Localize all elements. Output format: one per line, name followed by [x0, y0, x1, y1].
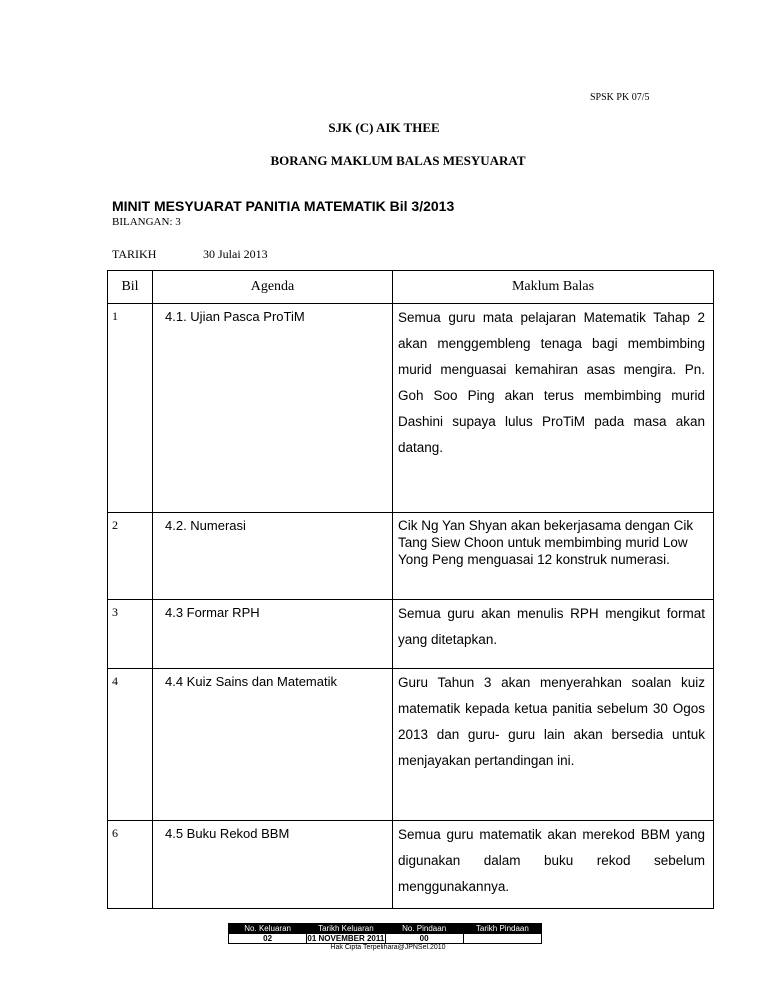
row-agenda: 4.5 Buku Rekod BBM	[153, 821, 393, 909]
copyright-notice: Hak Cipta Terpelihara@JPNSel.2010	[330, 944, 446, 951]
control-header-row	[229, 924, 542, 934]
table-row	[108, 304, 714, 513]
column-header-agenda: Agenda	[153, 271, 393, 304]
row-agenda: 4.2. Numerasi	[153, 513, 393, 600]
row-response: Cik Ng Yan Shyan akan bekerjasama dengan Cik Tang Siew Choon untuk membimbing murid Low Yong Peng menguasai 12 konstruk numerasi.	[393, 513, 714, 600]
row-agenda: 4.4 Kuiz Sains dan Matematik	[153, 669, 393, 821]
amendment-number-value: 00	[385, 934, 463, 944]
issue-date-header: Tarikh Keluaran	[307, 924, 385, 934]
amendment-date-header: Tarikh Pindaan	[463, 924, 541, 934]
column-header-bil: Bil	[108, 271, 153, 304]
column-header-response: Maklum Balas	[393, 271, 714, 304]
row-agenda: 4.1. Ujian Pasca ProTiM	[153, 304, 393, 513]
table-row	[108, 600, 714, 669]
table-row	[108, 513, 714, 600]
row-response: Guru Tahun 3 akan menyerahkan soalan kuiz matematik kepada ketua panitia sebelum 30 Ogos 2013 dan guru- guru lain akan bersedia untuk menjayakan pertandingan ini.	[393, 669, 714, 821]
date-value: 30 Julai 2013	[203, 247, 268, 261]
row-agenda: 4.3 Formar RPH	[153, 600, 393, 669]
amendment-date-value	[463, 934, 541, 944]
control-value-row	[229, 934, 542, 944]
issue-date-value: 01 NOVEMBER 2011	[307, 934, 385, 943]
meeting-title: MINIT MESYUARAT PANITIA MATEMATIK Bil 3/2013	[112, 198, 455, 214]
table-header-row	[108, 271, 714, 304]
row-bil: 2	[108, 513, 153, 600]
document-control-table	[228, 923, 542, 944]
issue-number-header: No. Keluaran	[229, 924, 307, 934]
document-code: SPSK PK 07/5	[590, 92, 650, 103]
row-response: Semua guru mata pelajaran Matematik Tahap 2 akan menggembleng tenaga bagi membimbing murid menguasai kemahiran asas mengira. Pn. Goh Soo Ping akan terus membimbing murid Dashini supaya lulus ProTiM pada masa akan datang.	[393, 304, 714, 513]
row-bil: 1	[108, 304, 153, 513]
minutes-table	[107, 270, 714, 909]
table-row	[108, 821, 714, 909]
meeting-number: BILANGAN: 3	[112, 216, 181, 228]
row-bil: 4	[108, 669, 153, 821]
date-label: TARIKH	[112, 247, 157, 261]
table-row	[108, 669, 714, 821]
row-response: Semua guru akan menulis RPH mengikut format yang ditetapkan.	[393, 600, 714, 669]
school-name: SJK (C) AIK THEE	[328, 120, 440, 135]
row-bil: 3	[108, 600, 153, 669]
row-bil: 6	[108, 821, 153, 909]
amendment-number-header: No. Pindaan	[385, 924, 463, 934]
issue-number-value: 02	[229, 934, 307, 944]
form-title: BORANG MAKLUM BALAS MESYUARAT	[270, 153, 526, 168]
row-response: Semua guru matematik akan merekod BBM yang digunakan dalam buku rekod sebelum menggunakannya.	[393, 821, 714, 909]
